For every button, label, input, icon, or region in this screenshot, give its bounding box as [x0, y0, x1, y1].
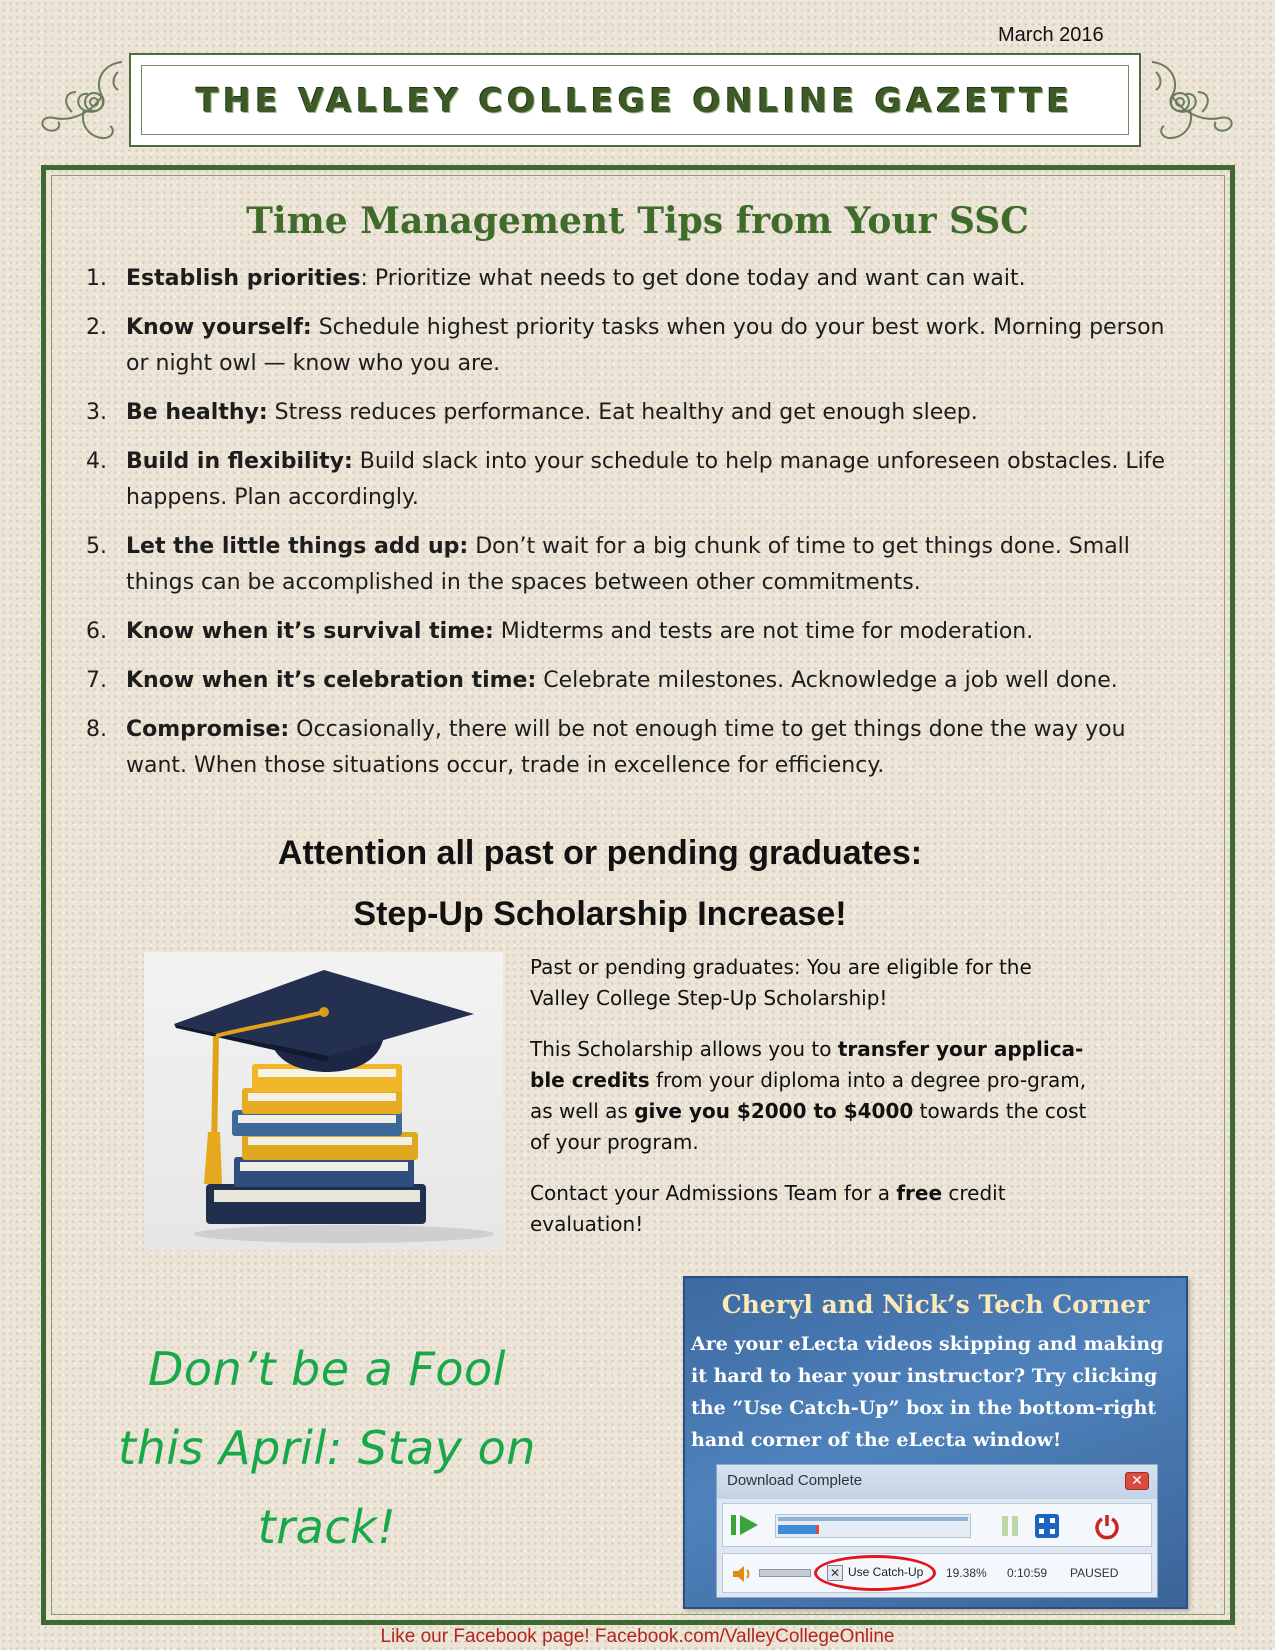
tip-text: Build slack into your schedule to help manage unforeseen obstacles. Life happens. Plan accordingly.: [126, 449, 1166, 510]
tip-number: 2.: [86, 315, 107, 340]
power-icon[interactable]: [1093, 1512, 1121, 1540]
april-fool-line: this April: Stay on: [118, 1421, 536, 1475]
tip-number: 3.: [86, 400, 107, 425]
tip-label: Build in flexibility:: [126, 449, 353, 474]
april-fool-line: Don’t be a Fool: [148, 1342, 506, 1396]
window-title: Download Complete: [727, 1472, 863, 1489]
tip-number: 6.: [86, 619, 107, 644]
scholarship-contact-text: [530, 1178, 1090, 1240]
tip-number: 4.: [86, 449, 107, 474]
right-flourish-ornament: [1146, 52, 1242, 148]
benefits-text-bold: transfer your applica-ble credits: [530, 1037, 1084, 1092]
tips-heading: Time Management Tips from Your SSC: [246, 200, 1029, 242]
elapsed-time: 0:10:59: [1007, 1566, 1048, 1580]
scholarship-benefits-text: [530, 1034, 1090, 1158]
tip-item: [86, 529, 1176, 601]
fullscreen-icon[interactable]: [1033, 1512, 1061, 1540]
contact-text-bold: free: [896, 1181, 943, 1205]
tech-corner-body: Are your eLecta videos skipping and making it hard to hear your instructor? Try clicking the “Use Catch-Up” box in the bottom-right hand corner of the eLecta window!: [691, 1333, 1164, 1451]
tip-label: Compromise:: [126, 717, 290, 742]
tips-list: [86, 261, 1176, 797]
tip-item: [86, 614, 1176, 650]
pause-icon[interactable]: [997, 1513, 1023, 1539]
tip-text: Schedule highest priority tasks when you do your best work. Morning person or night owl — know who you are.: [126, 315, 1165, 376]
tip-label: Establish priorities: [126, 266, 361, 291]
benefits-text-part: towards the cost of your program.: [530, 1099, 1087, 1154]
tip-text: Midterms and tests are not time for moderation.: [493, 619, 1034, 644]
tip-label: Be healthy:: [126, 400, 268, 425]
scholarship-description: [530, 952, 1090, 1260]
newsletter-title: THE VALLEY COLLEGE ONLINE GAZETTE: [196, 80, 1074, 120]
masthead-banner: [129, 53, 1141, 147]
april-fool-line: track!: [257, 1500, 397, 1554]
catch-up-label: Use Catch-Up: [848, 1565, 924, 1579]
masthead-inner-border: [141, 65, 1129, 135]
tip-label: Know when it’s survival time:: [126, 619, 494, 644]
electa-download-window: [716, 1464, 1158, 1598]
playback-controls: [722, 1503, 1152, 1547]
tip-text: Stress reduces performance. Eat healthy and get enough sleep.: [267, 400, 978, 425]
tip-text: Don’t wait for a big chunk of time to get things done. Small things can be accomplished in the spaces between other commitments.: [126, 534, 1130, 595]
tip-text: Occasionally, there will be not enough time to get things done the way you want. When those situations occur, trade in excellence for efficiency.: [126, 717, 1126, 778]
tip-item: [86, 310, 1176, 382]
contact-text-part: Contact your Admissions Team for a: [530, 1181, 897, 1205]
catch-up-checkbox[interactable]: ✕: [827, 1565, 843, 1581]
graduates-heading: Attention all past or pending graduates:: [277, 834, 923, 872]
tip-text: : Prioritize what needs to get done today and want can wait.: [360, 266, 1026, 291]
playback-status: PAUSED: [1070, 1566, 1119, 1580]
buffer-bar: [778, 1517, 968, 1521]
tip-number: 7.: [86, 668, 107, 693]
scholarship-eligibility-text: Past or pending graduates: You are eligible for the Valley College Step-Up Scholarship!: [530, 955, 1032, 1010]
tip-item: [86, 261, 1176, 297]
benefits-text-part: This Scholarship allows you to: [530, 1037, 838, 1061]
benefits-text-part: from your diploma into a degree pro-gram, as well as: [530, 1068, 1087, 1123]
tip-item: [86, 712, 1176, 784]
volume-slider[interactable]: [759, 1569, 811, 1577]
close-icon[interactable]: ✕: [1125, 1472, 1149, 1490]
tip-label: Let the little things add up:: [126, 534, 469, 559]
scholarship-heading: Step-Up Scholarship Increase!: [353, 895, 847, 933]
progress-fill: [778, 1525, 819, 1534]
contact-text-part: credit evaluation!: [530, 1181, 1006, 1236]
tip-label: Know yourself:: [126, 315, 312, 340]
issue-date: March 2016: [998, 24, 1104, 46]
status-bar: [722, 1553, 1152, 1593]
tip-number: 5.: [86, 534, 107, 559]
speaker-icon[interactable]: [731, 1564, 753, 1584]
window-titlebar: [717, 1465, 1157, 1499]
tip-item: [86, 395, 1176, 431]
play-icon[interactable]: [729, 1512, 761, 1538]
tip-item: [86, 444, 1176, 516]
tip-number: 8.: [86, 717, 107, 742]
graduation-cap-books-illustration: [144, 952, 503, 1250]
left-flourish-ornament: [32, 52, 128, 148]
graduation-cap-books-image: [144, 952, 503, 1250]
download-percent: 19.38%: [946, 1566, 987, 1580]
tip-text: Celebrate milestones. Acknowledge a job well done.: [536, 668, 1118, 693]
facebook-footer-link[interactable]: Like our Facebook page! Facebook.com/ValleyCollegeOnline: [380, 1626, 895, 1647]
tech-corner-box: [683, 1276, 1188, 1609]
tip-label: Know when it’s celebration time:: [126, 668, 537, 693]
tip-item: [86, 663, 1176, 699]
tip-number: 1.: [86, 266, 107, 291]
tech-corner-title: Cheryl and Nick’s Tech Corner: [721, 1290, 1150, 1319]
playback-progress-bar[interactable]: [775, 1514, 971, 1538]
april-fool-message: [92, 1330, 562, 1567]
benefits-text-bold: give you $2000 to $4000: [634, 1099, 914, 1123]
